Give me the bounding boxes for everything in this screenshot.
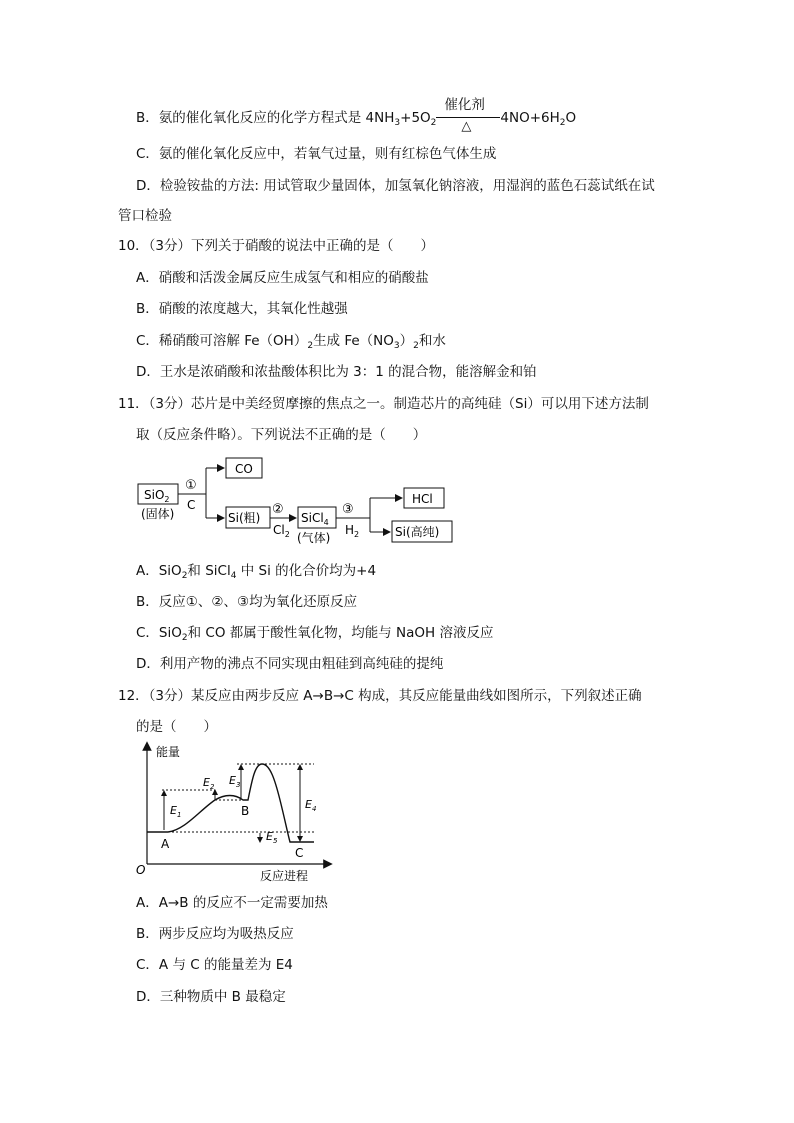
e3-label: $E_3$ [229,774,241,789]
q11-stem-line1: 11．（3分）芯片是中美经贸摩擦的焦点之一。制造芯片的高纯硅（Si）可以用下述方法制 [118,396,649,412]
q9-option-c: C．氨的催化氧化反应中，若氧气过量，则有红棕色气体生成 [136,146,497,162]
reagent-h2-label: $H_2$ [345,523,360,539]
q10-option-d: D．王水是浓硝酸和浓盐酸体积比为 3：1 的混合物，能溶解金和铂 [136,364,537,380]
e2-label: $E_2$ [203,776,215,791]
q11-stem-line2: 取（反应条件略）。下列说法不正确的是（ ） [136,427,427,443]
co-label: CO [235,462,253,476]
step-1-label: ① [185,478,197,493]
hcl-label: HCl [412,492,433,506]
q10-option-a: A．硝酸和活泼金属反应生成氢气和相应的硝酸盐 [136,270,429,286]
q9-option-d-line2: 管口检验 [118,208,172,224]
q12-stem-line1: 12．（3分）某反应由两步反应 A→B→C 构成，其反应能量曲线如图所示，下列叙述正确 [118,688,642,704]
point-b-label: B [241,804,250,818]
catalyst-arrow [436,97,500,134]
x-axis-label: 反应进程 [260,869,309,883]
solid-label: (固体) [141,507,175,521]
q11-option-a: A．SiO$_2$和 SiCl$_4$ 中 Si 的化合价均为+4 [136,563,377,581]
e4-label: $E_4$ [305,798,317,813]
e5-label: $E_5$ [266,830,278,845]
q12-option-c: C．A 与 C 的能量差为 E4 [136,957,293,973]
silicon-flow-diagram [134,452,464,552]
heat-symbol: △ [461,119,472,134]
q11-option-c: C．SiO$_2$和 CO 都属于酸性氧化物，均能与 NaOH 溶液反应 [136,625,494,643]
q9-option-b: B．氨的催化氧化反应的化学方程式是 $4NH_3+5O_2$ 催化剂 △ $4NO+6H_2O$ [136,108,576,128]
energy-profile-graph [130,740,340,885]
si-crude-label: Si(粗) [228,511,261,525]
origin-label: O [136,863,146,877]
q10-option-b: B．硝酸的浓度越大，其氧化性越强 [136,301,348,317]
catalyst-label: 催化剂 [444,97,485,113]
reagent-c-label: C [187,498,196,512]
q9-option-d-line1: D．检验铵盐的方法: 用试管取少量固体，加氢氧化钠溶液，用湿润的蓝色石蕊试纸在试 [136,178,655,194]
e1-label: $E_1$ [170,804,182,819]
point-c-label: C [295,846,304,860]
q11-option-d: D．利用产物的沸点不同实现由粗硅到高纯硅的提纯 [136,656,444,672]
y-axis-label: 能量 [156,745,181,759]
q10-option-c: C．稀硝酸可溶解 $Fe(OH)_2$生成 $Fe(NO_3)_2$和水 [136,333,446,351]
sicl4-label: SiCl$_4$ [301,511,329,527]
step-3-label: ③ [342,502,354,517]
q12-option-b: B．两步反应均为吸热反应 [136,926,294,942]
q10-stem: 10．（3分）下列关于硝酸的说法中正确的是（ ） [118,238,435,254]
step-2-label: ② [272,502,284,517]
q12-option-d: D．三种物质中 B 最稳定 [136,989,286,1005]
q12-stem-line2: 的是（ ） [136,719,217,735]
q12-option-a: A．A→B 的反应不一定需要加热 [136,895,328,911]
sio2-label: SiO$_2$ [144,488,170,504]
reagent-cl2-label: $Cl_2$ [273,523,290,539]
gas-label: (气体) [297,531,331,545]
q11-option-b: B．反应①、②、③均为氧化还原反应 [136,594,358,610]
point-a-label: A [161,837,170,851]
si-pure-label: Si(高纯) [395,525,440,539]
